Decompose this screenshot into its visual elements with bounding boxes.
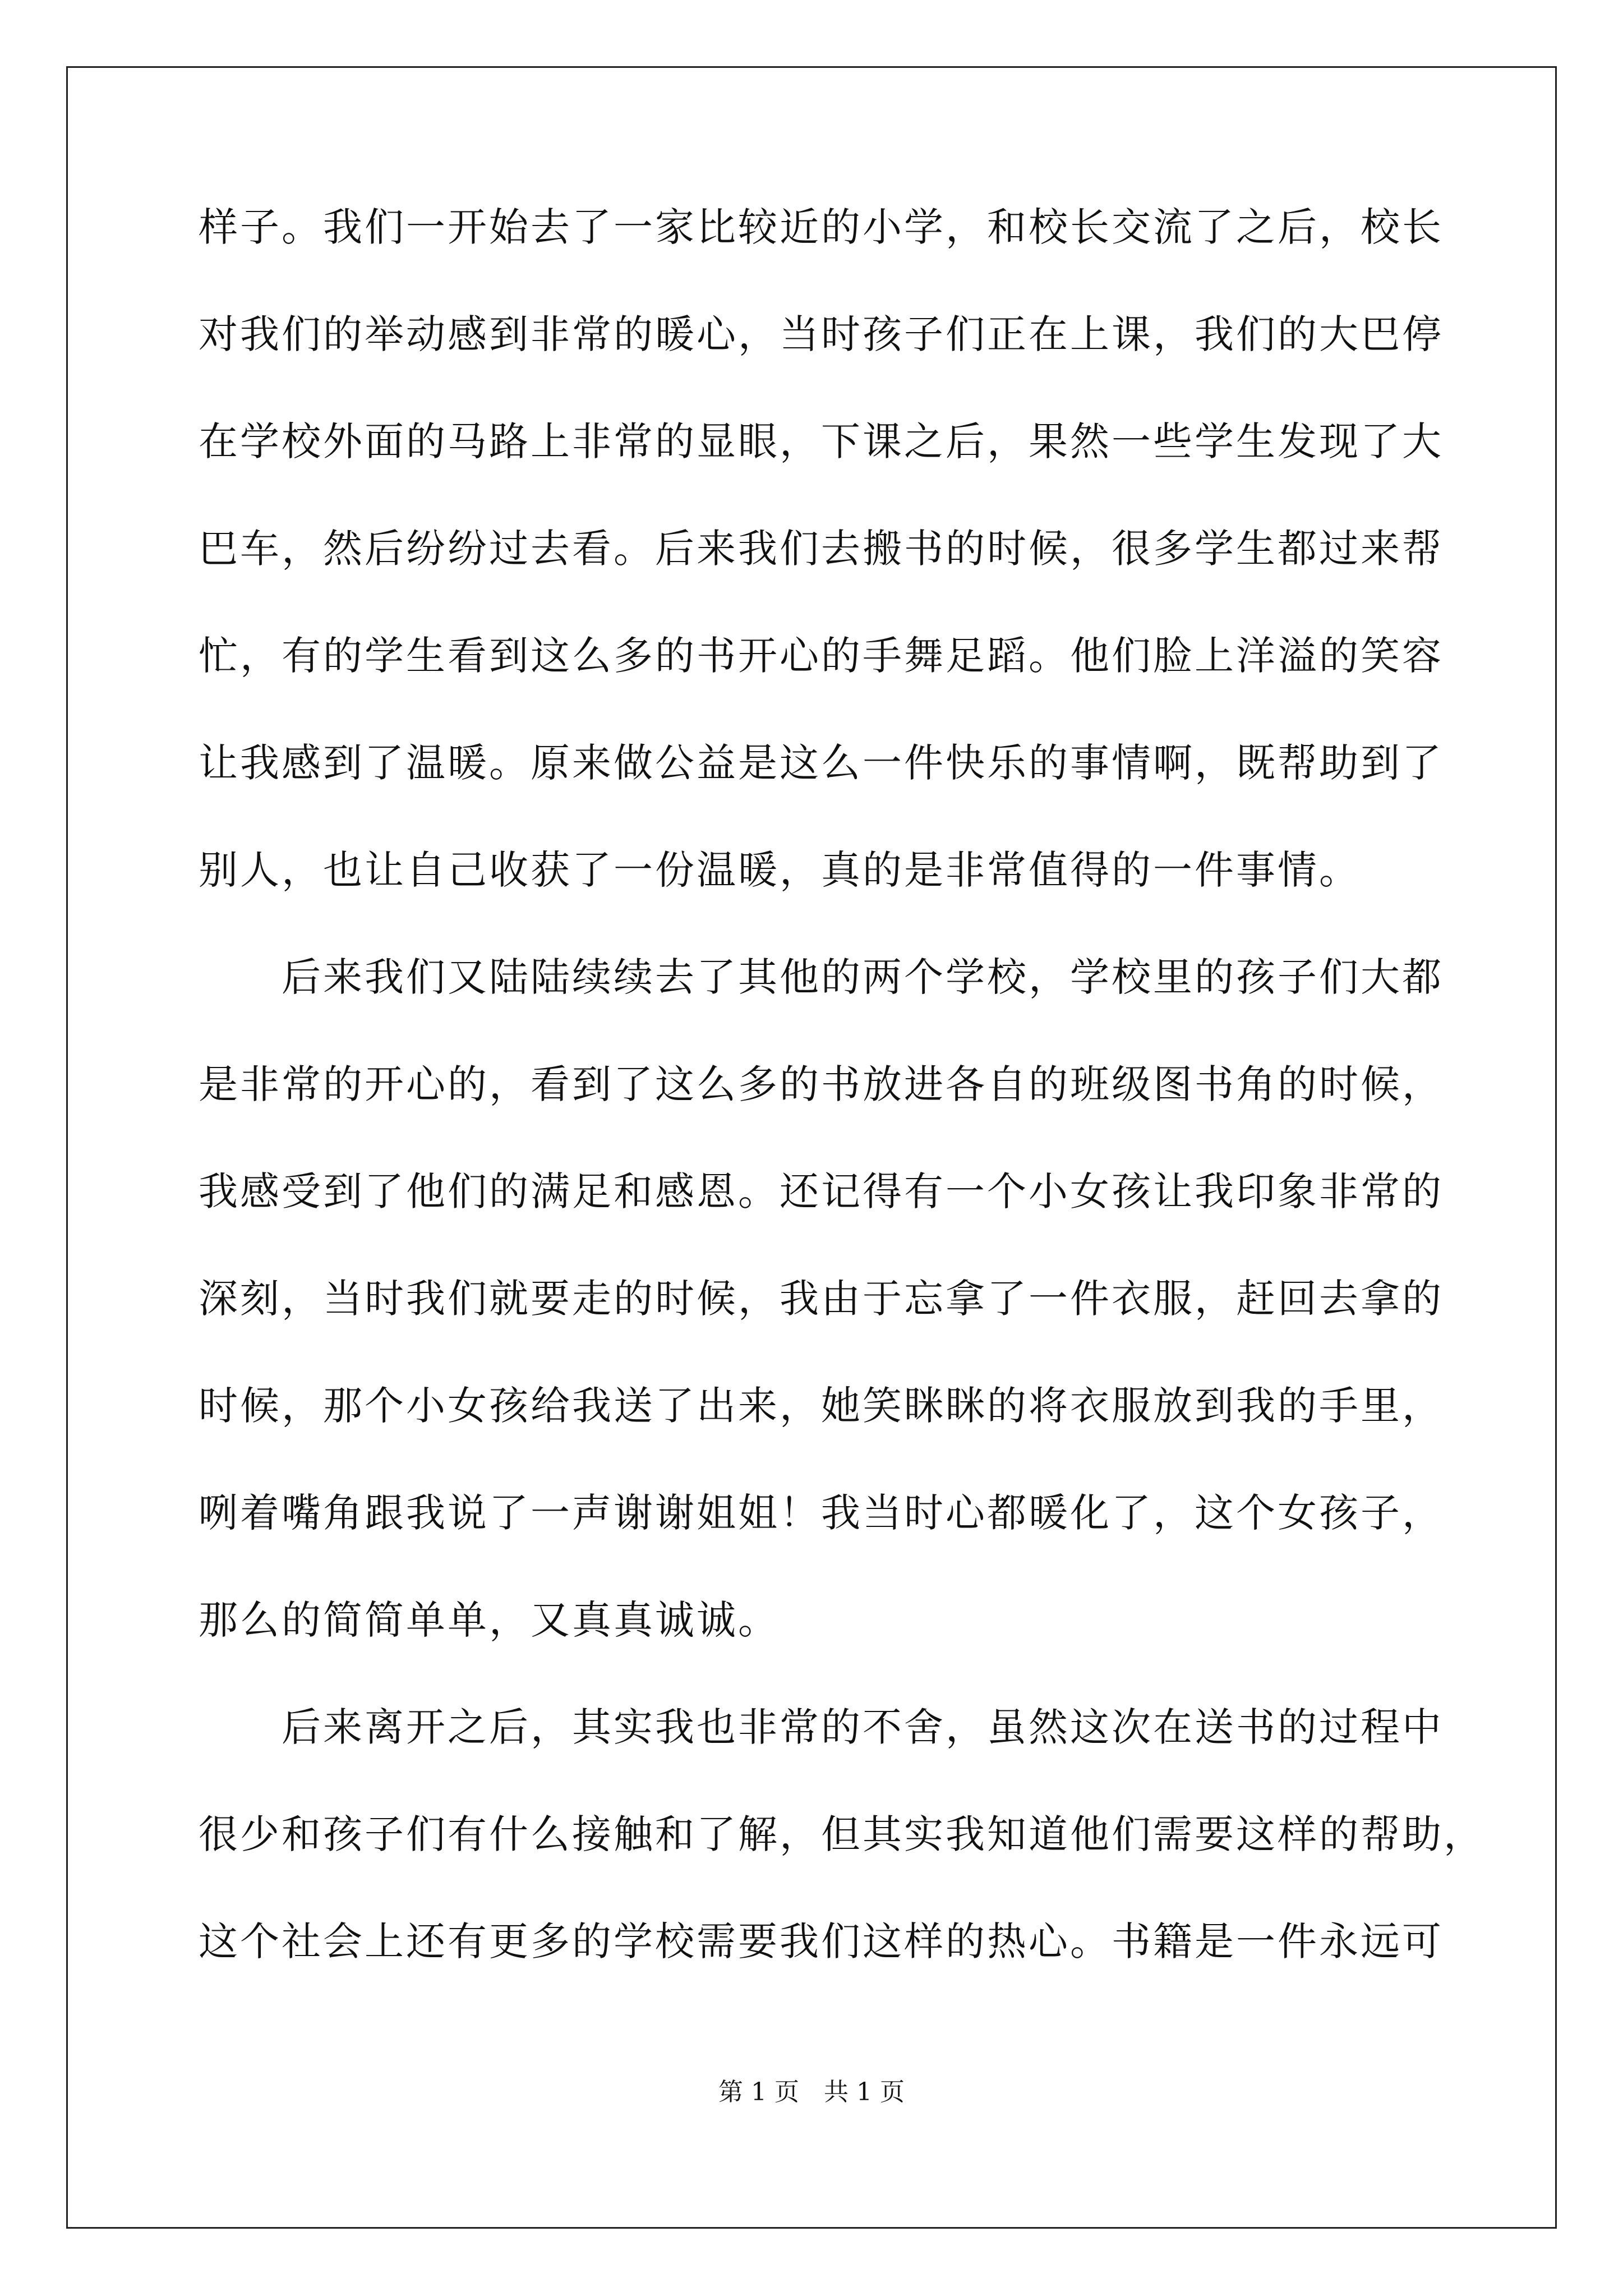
- text-line: 后来我们又陆陆续续去了其他的两个学校，学校里的孩子们大都: [199, 954, 1444, 1000]
- text-line: 巴车，然后纷纷过去看。后来我们去搬书的时候，很多学生都过来帮: [199, 526, 1444, 572]
- text-line: 对我们的举动感到非常的暖心，当时孩子们正在上课，我们的大巴停: [199, 311, 1444, 357]
- text-line: 时候，那个小女孩给我送了出来，她笑眯眯的将衣服放到我的手里，: [199, 1383, 1444, 1429]
- page-footer: 第 1 页 共 1 页: [718, 2078, 905, 2106]
- text-line: 样子。我们一开始去了一家比较近的小学，和校长交流了之后，校长: [199, 204, 1444, 250]
- text-line: 这个社会上还有更多的学校需要我们这样的热心。书籍是一件永远可: [199, 1918, 1444, 1964]
- text-line: 忙，有的学生看到这么多的书开心的手舞足蹈。他们脸上洋溢的笑容: [199, 633, 1444, 679]
- document-body: [199, 204, 1485, 2029]
- text-line: 让我感到了温暖。原来做公益是这么一件快乐的事情啊，既帮助到了: [199, 740, 1444, 786]
- text-line: 深刻，当时我们就要走的时候，我由于忘拿了一件衣服，赶回去拿的: [199, 1276, 1444, 1322]
- text-line: 后来离开之后，其实我也非常的不舍，虽然这次在送书的过程中: [199, 1704, 1444, 1750]
- text-line: 我感受到了他们的满足和感恩。还记得有一个小女孩让我印象非常的: [199, 1168, 1444, 1214]
- text-line: 那么的简简单单，又真真诚诚。: [199, 1597, 780, 1643]
- text-line: 别人，也让自己收获了一份温暖，真的是非常值得的一件事情。: [199, 847, 1361, 893]
- text-line: 在学校外面的马路上非常的显眼，下课之后，果然一些学生发现了大: [199, 418, 1444, 464]
- text-line: 咧着嘴角跟我说了一声谢谢姐姐！我当时心都暖化了，这个女孩子，: [199, 1490, 1444, 1536]
- text-line: 很少和孩子们有什么接触和了解，但其实我知道他们需要这样的帮助，: [199, 1811, 1485, 1857]
- text-line: 是非常的开心的，看到了这么多的书放进各自的班级图书角的时候，: [199, 1061, 1444, 1107]
